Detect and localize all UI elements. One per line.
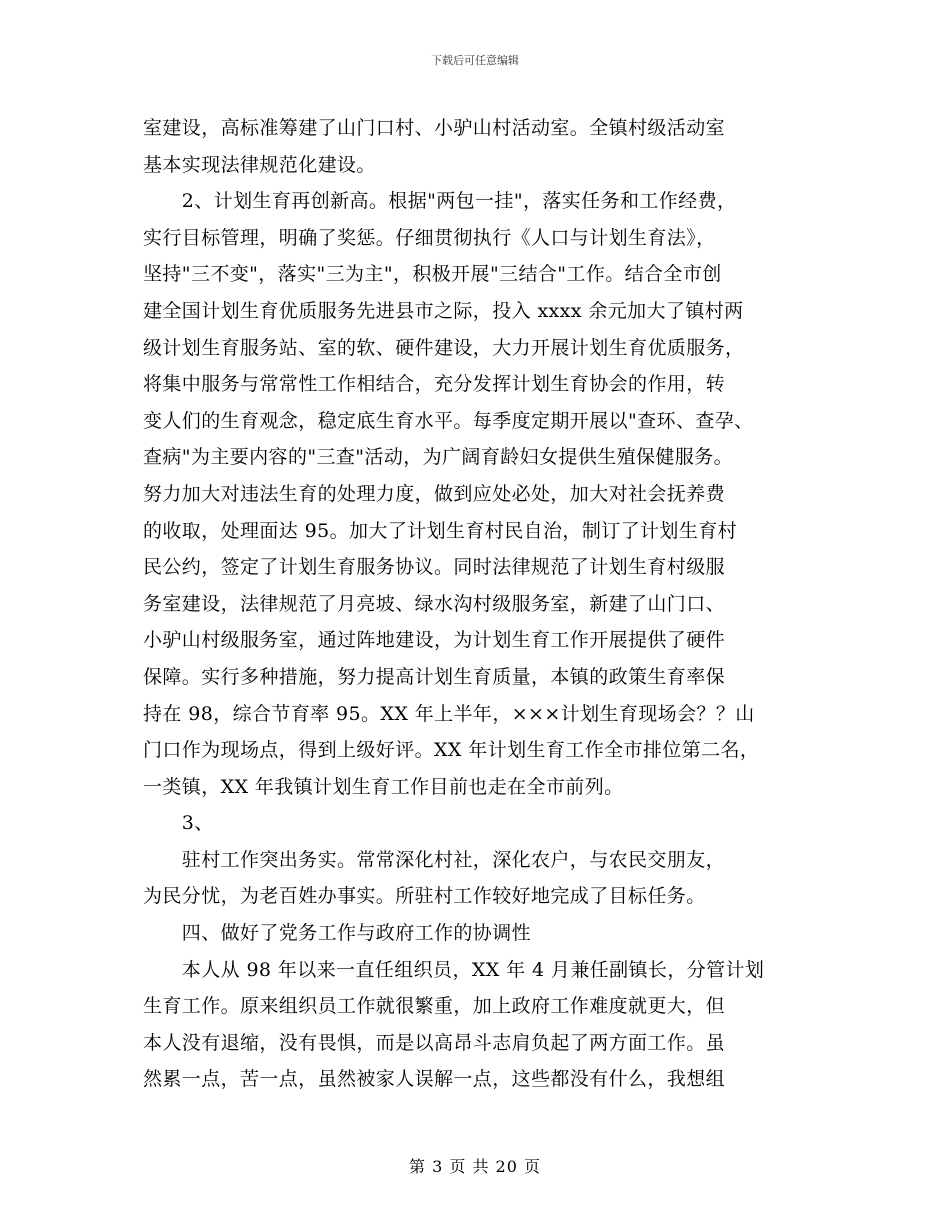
text-line: 本人没有退缩，没有畏惧，而是以高昂斗志肩负起了两方面工作。虽 (143, 1031, 726, 1054)
section-heading: 四、做好了党务工作与政府工作的协调性 (143, 922, 532, 945)
text-line: 查病"为主要内容的"三查"活动，为广阔育龄妇女提供生殖保健服务。 (143, 446, 734, 469)
text-line: 2、计划生育再创新高。根据"两包一挂"，落实任务和工作经费， (143, 190, 737, 213)
text-line: 门口作为现场点，得到上级好评。XX 年计划生育工作全市排位第二名， (143, 739, 760, 762)
text-line: 坚持"三不变"，落实"三为主"，积极开展"三结合"工作。结合全市创 (143, 263, 722, 286)
text-line: 一类镇，XX 年我镇计划生育工作目前也走在全市前列。 (143, 775, 624, 798)
page-number-footer: 第 3 页 共 20 页 (409, 1157, 541, 1176)
text-line: 基本实现法律规范化建设。 (143, 153, 376, 176)
text-line: 建全国计划生育优质服务先进县市之际，投入 xxxx 余元加大了镇村两 (143, 299, 744, 322)
text-line: 本人从 98 年以来一直任组织员，XX 年 4 月兼任副镇长，分管计划 (143, 958, 765, 981)
text-line: 的收取，处理面达 95。加大了计划生育村民自治，制订了计划生育村 (143, 519, 738, 542)
text-line: 实行目标管理，明确了奖惩。仔细贯彻执行《人口与计划生育法》， (143, 226, 716, 249)
text-line: 驻村工作突出务实。常常深化村社，深化农户，与农民交朋友， (143, 848, 726, 871)
text-line: 室建设，高标准筹建了山门口村、小驴山村活动室。全镇村级活动室 (143, 117, 726, 139)
text-line: 然累一点，苦一点，虽然被家人误解一点，这些都没有什么，我想组 (143, 1068, 726, 1091)
text-line: 级计划生育服务站、室的软、硬件建设，大力开展计划生育优质服务， (143, 336, 745, 359)
text-line: 为民分忧，为老百姓办事实。所驻村工作较好地完成了目标任务。 (143, 885, 706, 908)
document-body (143, 110, 823, 1098)
text-line: 努力加大对违法生育的处理力度，做到应处必处，加大对社会抚养费 (143, 482, 726, 505)
text-line: 保障。实行多种措施，努力提高计划生育质量，本镇的政策生育率保 (143, 665, 726, 688)
page-header-note: 下载后可任意编辑 (431, 54, 519, 67)
text-line: 持在 98，综合节育率 95。XX 年上半年，×××计划生育现场会？？山 (143, 702, 755, 725)
text-line: 变人们的生育观念，稳定底生育水平。每季度定期开展以"查环、查孕、 (143, 409, 754, 432)
text-line: 生育工作。原来组织员工作就很繁重，加上政府工作难度就更大，但 (143, 995, 726, 1018)
text-line: 小驴山村级服务室，通过阵地建设，为计划生育工作开展提供了硬件 (143, 629, 726, 652)
text-line: 将集中服务与常常性工作相结合，充分发挥计划生育协会的作用，转 (143, 373, 726, 396)
text-line: 3、 (143, 812, 214, 835)
text-line: 民公约，签定了计划生育服务协议。同时法律规范了计划生育村级服 (143, 556, 726, 579)
text-line: 务室建设，法律规范了月亮坡、绿水沟村级服务室，新建了山门口、 (143, 592, 726, 615)
